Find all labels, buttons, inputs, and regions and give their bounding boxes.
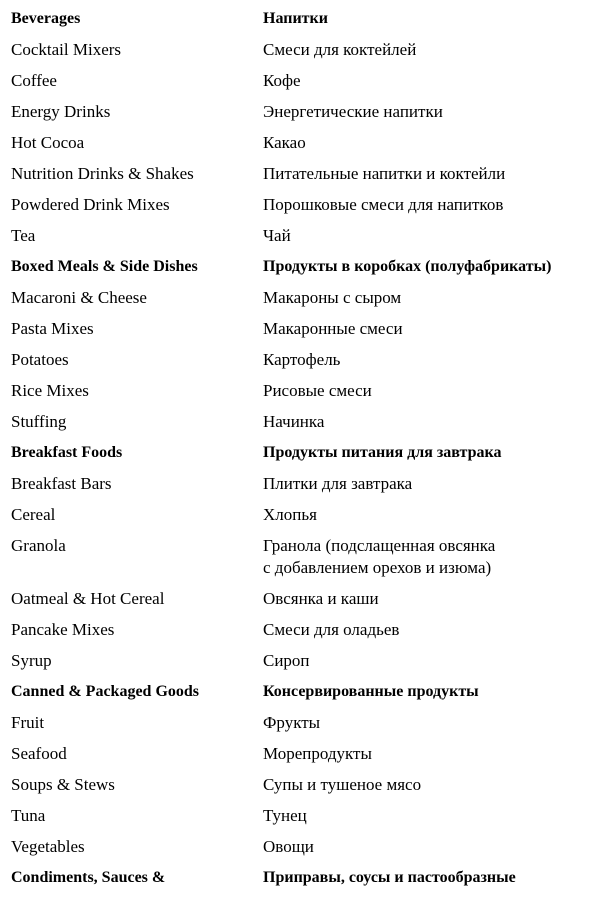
english-term: Pasta Mixes <box>11 319 94 338</box>
term-row <box>0 616 608 647</box>
term-row <box>0 740 608 771</box>
english-term: Vegetables <box>11 837 85 856</box>
english-term: Macaroni & Cheese <box>11 288 147 307</box>
russian-term: Макароны с сыром <box>263 288 402 307</box>
english-term: Boxed Meals & Side Dishes <box>11 258 198 275</box>
term-row <box>0 771 608 802</box>
term-row <box>0 160 608 191</box>
russian-term: Продукты питания для завтрака <box>263 444 502 461</box>
english-term: Tea <box>11 226 36 245</box>
russian-term: Сироп <box>263 651 310 670</box>
english-term: Syrup <box>11 651 52 670</box>
term-row <box>0 585 608 616</box>
russian-term-line-2: с добавлением орехов и изюма) <box>263 558 492 577</box>
section-heading-row <box>0 864 608 895</box>
section-heading-row <box>0 253 608 284</box>
russian-term: Начинка <box>263 412 325 431</box>
term-row <box>0 647 608 678</box>
english-term: Tuna <box>11 806 46 825</box>
russian-term: Какао <box>263 133 306 152</box>
english-term: Coffee <box>11 71 57 90</box>
russian-term: Овощи <box>263 837 314 856</box>
term-row <box>0 284 608 315</box>
russian-term: Консервированные продукты <box>263 683 479 700</box>
english-term: Soups & Stews <box>11 775 115 794</box>
term-row <box>0 36 608 67</box>
term-row <box>0 191 608 222</box>
english-term: Powdered Drink Mixes <box>11 195 170 214</box>
russian-term: Рисовые смеси <box>263 381 372 400</box>
term-row <box>0 98 608 129</box>
english-term: Breakfast Bars <box>11 474 112 493</box>
section-heading-row <box>0 5 608 36</box>
english-term: Pancake Mixes <box>11 620 115 639</box>
russian-term: Супы и тушеное мясо <box>263 775 422 794</box>
section-heading-row <box>0 678 608 709</box>
english-term: Energy Drinks <box>11 102 111 121</box>
term-row <box>0 802 608 833</box>
russian-term: Питательные напитки и коктейли <box>263 164 506 183</box>
russian-term: Напитки <box>263 10 328 27</box>
english-term: Cocktail Mixers <box>11 40 122 59</box>
term-row <box>0 501 608 532</box>
english-term: Nutrition Drinks & Shakes <box>11 164 194 183</box>
english-term: Canned & Packaged Goods <box>11 683 200 700</box>
term-row <box>0 532 608 585</box>
russian-term: Овсянка и каши <box>263 589 379 608</box>
term-row <box>0 709 608 740</box>
section-heading-row <box>0 439 608 470</box>
russian-term-line-1: Гранола (подслащенная овсянка <box>263 536 496 555</box>
russian-term: Морепродукты <box>263 744 372 763</box>
english-term: Rice Mixes <box>11 381 89 400</box>
term-row <box>0 833 608 864</box>
russian-term: Приправы, соусы и пастообразные <box>263 869 516 886</box>
russian-term: Смеси для коктейлей <box>263 40 417 59</box>
russian-term <box>263 535 495 579</box>
term-row <box>0 315 608 346</box>
english-term: Oatmeal & Hot Cereal <box>11 589 165 608</box>
term-row <box>0 67 608 98</box>
term-row <box>0 346 608 377</box>
english-term: Seafood <box>11 744 67 763</box>
term-row <box>0 408 608 439</box>
english-term: Beverages <box>11 10 81 27</box>
term-row <box>0 470 608 501</box>
russian-term: Тунец <box>263 806 307 825</box>
english-term: Condiments, Sauces & <box>11 869 166 886</box>
russian-term: Хлопья <box>263 505 317 524</box>
russian-term: Плитки для завтрака <box>263 474 413 493</box>
term-row <box>0 377 608 408</box>
russian-term: Фрукты <box>263 713 321 732</box>
russian-term: Чай <box>263 226 291 245</box>
term-row <box>0 222 608 253</box>
english-term: Fruit <box>11 713 45 732</box>
translation-table <box>0 5 608 895</box>
russian-term: Кофе <box>263 71 301 90</box>
english-term: Hot Cocoa <box>11 133 85 152</box>
russian-term: Смеси для оладьев <box>263 620 400 639</box>
russian-term: Картофель <box>263 350 341 369</box>
english-term: Cereal <box>11 505 56 524</box>
russian-term: Энергетические напитки <box>263 102 443 121</box>
russian-term: Порошковые смеси для напитков <box>263 195 504 214</box>
russian-term: Продукты в коробках (полуфабрикаты) <box>263 258 552 275</box>
english-term: Breakfast Foods <box>11 444 123 461</box>
english-term: Stuffing <box>11 412 67 431</box>
english-term: Granola <box>11 536 66 555</box>
term-row <box>0 129 608 160</box>
english-term: Potatoes <box>11 350 69 369</box>
russian-term: Макаронные смеси <box>263 319 403 338</box>
